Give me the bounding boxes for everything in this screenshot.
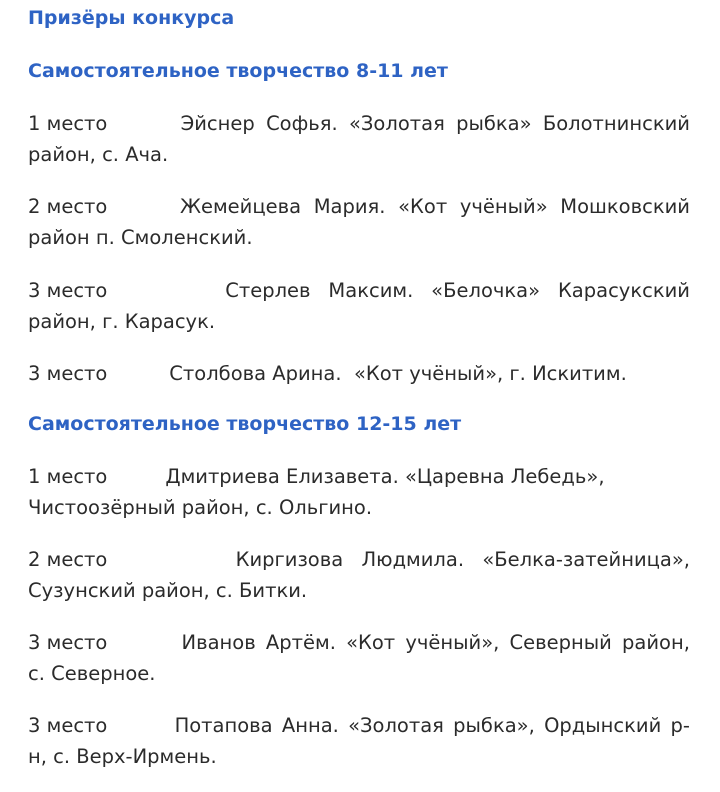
entry-line-2: Сузунский район, с. Битки.: [28, 579, 308, 602]
entry-line-1: [28, 108, 690, 139]
entry-word: рыбка»: [456, 112, 532, 135]
entry-word: Дмитриева Елизавета. «Царевна Лебедь»,: [165, 465, 605, 488]
entry-line-1: 3 место Столбова Арина. «Кот учёный», г. Искитим.: [28, 362, 627, 385]
entry-word: Мария.: [313, 195, 386, 218]
entry-word: «Кот: [346, 631, 396, 654]
entry-line-1: [28, 191, 690, 222]
entry-word: Ордынский: [544, 714, 662, 737]
winner-entry: [28, 461, 690, 523]
entry-word: Эйснер: [180, 112, 255, 135]
winner-entry: [28, 544, 690, 606]
entry-word: Иванов: [181, 631, 256, 654]
entry-word: р-: [670, 714, 690, 737]
entry-word: учёный»,: [405, 631, 500, 654]
entry-line-2: район, г. Карасук.: [28, 310, 216, 333]
entry-line-2: Чистоозёрный район, с. Ольгино.: [28, 496, 373, 519]
entry-word: Максим.: [328, 279, 414, 302]
entry-word: район,: [622, 631, 690, 654]
entry-line-2: район, с. Ача.: [28, 143, 169, 166]
winner-entry: [28, 191, 690, 253]
entry-word: Мошковский: [560, 195, 690, 218]
entry-word: Людмила.: [361, 548, 465, 571]
entry-line-1: [28, 627, 690, 658]
winner-entry: [28, 108, 690, 170]
entry-word: Болотнинский: [542, 112, 690, 135]
entry-line-1: [28, 544, 690, 575]
entry-word: Анна.: [281, 714, 339, 737]
entry-line-2: район п. Смоленский.: [28, 226, 253, 249]
entry-word: Карасукский: [557, 279, 690, 302]
entry-word: Артём.: [265, 631, 336, 654]
entry-word: «Золотая: [349, 112, 445, 135]
entry-line-1: [28, 461, 690, 492]
winner-entry: [28, 627, 690, 689]
entry-line-1: [28, 710, 690, 741]
winner-entry: [28, 275, 690, 337]
entry-word: «Золотая: [348, 714, 444, 737]
entry-word: «Белочка»: [431, 279, 541, 302]
entry-word: «Кот: [398, 195, 448, 218]
entry-word: Северный: [509, 631, 612, 654]
entry-word: рыбка»,: [453, 714, 535, 737]
entry-line-2: с. Северное.: [28, 662, 156, 685]
entry-word: Жемейцева: [179, 195, 302, 218]
place-label: 3 место: [28, 714, 108, 737]
entry-word: Софья.: [266, 112, 338, 135]
entry-line-1: [28, 275, 690, 306]
place-label: 3 место: [28, 279, 108, 302]
entry-word: Киргизова: [235, 548, 344, 571]
entry-word: Стерлев: [225, 279, 311, 302]
place-label: 2 место: [28, 195, 108, 218]
section-heading-8-11: Самостоятельное творчество 8-11 лет: [28, 60, 448, 82]
entry-line-2: н, с. Верх-Ирмень.: [28, 745, 217, 768]
entry-word: Потапова: [174, 714, 273, 737]
page-title: Призёры конкурса: [28, 7, 235, 29]
winner-entry: [28, 358, 690, 389]
entry-word: учёный»: [459, 195, 548, 218]
section-heading-12-15: Самостоятельное творчество 12-15 лет: [28, 413, 462, 435]
place-label: 2 место: [28, 548, 108, 571]
winner-entry: [28, 710, 690, 772]
place-label: 1 место: [28, 465, 108, 488]
place-label: 3 место: [28, 631, 108, 654]
entry-word: «Белка-затейница»,: [482, 548, 690, 571]
place-label: 1 место: [28, 112, 108, 135]
